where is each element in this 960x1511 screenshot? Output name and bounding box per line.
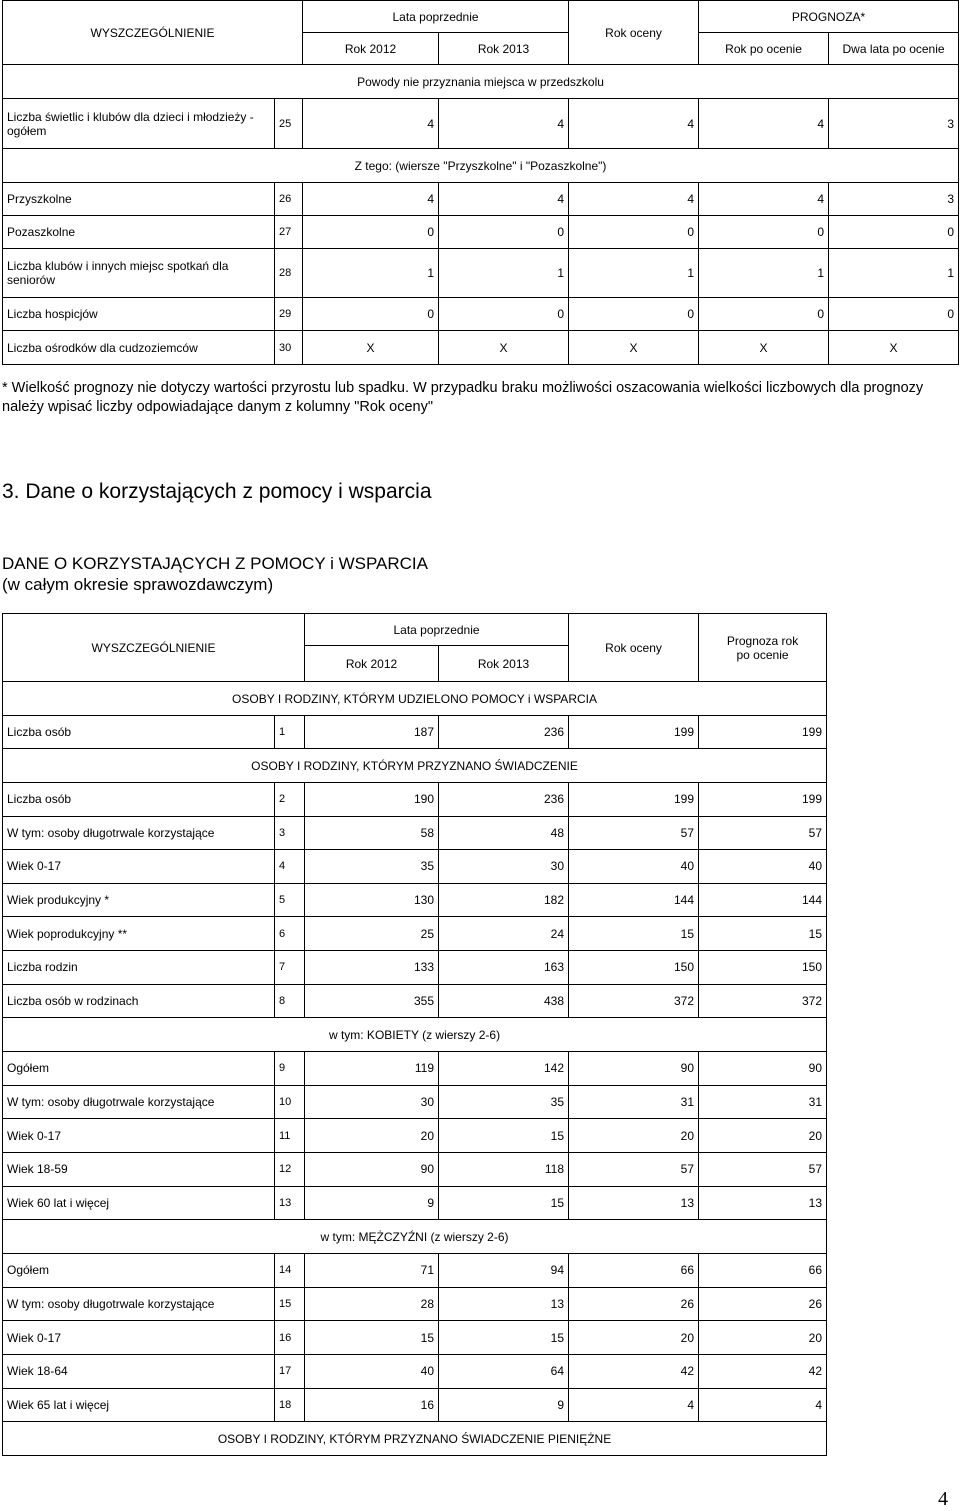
cell-value: 1: [699, 249, 829, 298]
row-label: W tym: osoby długotrwale korzystające: [3, 1085, 275, 1119]
cell-value: 3: [829, 183, 959, 216]
cell-value: 1: [829, 249, 959, 298]
cell-value: 4: [699, 183, 829, 216]
cell-value: 199: [699, 716, 827, 749]
row-lp: 3: [275, 816, 305, 850]
cell-value: 372: [699, 984, 827, 1018]
cell-value: 4: [699, 1388, 827, 1422]
row-label: Liczba rodzin: [3, 950, 275, 984]
cell-value: 15: [569, 917, 699, 951]
row-lp: 9: [275, 1052, 305, 1086]
header-prev-years: Lata poprzednie: [303, 1, 569, 33]
cell-value: X: [829, 331, 959, 365]
cell-value: 30: [439, 850, 569, 884]
table-row: [3, 883, 827, 917]
cell-value: 1: [303, 249, 439, 298]
cell-value: 25: [305, 917, 439, 951]
header-year-2013: Rok 2013: [439, 33, 569, 65]
row-label: Pozaszkolne: [3, 216, 275, 249]
row-label: Liczba ośrodków dla cudzoziemców: [3, 331, 275, 365]
section-title: w tym: MĘŻCZYŹNI (z wierszy 2-6): [3, 1220, 827, 1254]
row-lp: 15: [275, 1287, 305, 1321]
cell-value: 142: [439, 1052, 569, 1086]
cell-value: 0: [699, 298, 829, 331]
cell-value: X: [303, 331, 439, 365]
row-label: Wiek poprodukcyjny **: [3, 917, 275, 951]
table-row: [3, 1287, 827, 1321]
cell-value: 4: [569, 99, 699, 149]
row-label: Przyszkolne: [3, 183, 275, 216]
cell-value: 26: [569, 1287, 699, 1321]
cell-value: 90: [699, 1052, 827, 1086]
cell-value: 1: [569, 249, 699, 298]
header-col-name: WYSZCZEGÓLNIENIE: [3, 1, 303, 65]
header-year-2012: Rok 2012: [303, 33, 439, 65]
cell-value: 90: [569, 1052, 699, 1086]
cell-value: 28: [305, 1287, 439, 1321]
row-lp: 26: [275, 183, 303, 216]
cell-value: 0: [303, 216, 439, 249]
cell-value: 199: [699, 783, 827, 817]
header-year-2012: Rok 2012: [305, 646, 439, 682]
cell-value: 15: [305, 1321, 439, 1355]
row-lp: 1: [275, 716, 305, 749]
cell-value: 16: [305, 1388, 439, 1422]
section-title: Powody nie przyznania miejsca w przedszkolu: [3, 65, 959, 99]
cell-value: 187: [305, 716, 439, 749]
cell-value: 66: [569, 1254, 699, 1288]
cell-value: 372: [569, 984, 699, 1018]
section-title: OSOBY I RODZINY, KTÓRYM PRZYZNANO ŚWIADCZENIE: [3, 749, 827, 783]
section-heading: 3. Dane o korzystających z pomocy i wsparcia: [2, 480, 432, 503]
header-forecast-1: Rok po ocenie: [699, 33, 829, 65]
cell-value: 190: [305, 783, 439, 817]
row-label: Wiek 0-17: [3, 1321, 275, 1355]
cell-value: 15: [439, 1119, 569, 1153]
cell-value: 24: [439, 917, 569, 951]
row-lp: 25: [275, 99, 303, 149]
row-label: Wiek 0-17: [3, 850, 275, 884]
cell-value: 0: [303, 298, 439, 331]
row-lp: 5: [275, 883, 305, 917]
cell-value: 13: [439, 1287, 569, 1321]
row-label: Liczba osób: [3, 783, 275, 817]
header-forecast: PROGNOZA*: [699, 1, 959, 33]
cell-value: 182: [439, 883, 569, 917]
cell-value: 438: [439, 984, 569, 1018]
page-number: 4: [938, 1488, 948, 1510]
subheading-line2: (w całym okresie sprawozdawczym): [2, 575, 274, 594]
table-row: [3, 716, 827, 749]
row-label: Wiek produkcyjny *: [3, 883, 275, 917]
cell-value: 57: [569, 1152, 699, 1186]
cell-value: 15: [439, 1186, 569, 1220]
cell-value: 0: [439, 216, 569, 249]
cell-value: 31: [699, 1085, 827, 1119]
cell-value: 150: [699, 950, 827, 984]
cell-value: 133: [305, 950, 439, 984]
table-row: [3, 99, 959, 149]
cell-value: 236: [439, 783, 569, 817]
row-label: Liczba osób w rodzinach: [3, 984, 275, 1018]
cell-value: 4: [303, 99, 439, 149]
row-label: Wiek 60 lat i więcej: [3, 1186, 275, 1220]
header-forecast: Prognoza rok po ocenie: [699, 614, 827, 682]
cell-value: 9: [305, 1186, 439, 1220]
cell-value: 4: [439, 99, 569, 149]
cell-value: 4: [303, 183, 439, 216]
cell-value: 42: [699, 1354, 827, 1388]
table-row: [3, 917, 827, 951]
cell-value: 30: [305, 1085, 439, 1119]
cell-value: 35: [439, 1085, 569, 1119]
cell-value: X: [569, 331, 699, 365]
header-prev-years: Lata poprzednie: [305, 614, 569, 646]
cell-value: 64: [439, 1354, 569, 1388]
row-lp: 18: [275, 1388, 305, 1422]
row-lp: 27: [275, 216, 303, 249]
cell-value: 15: [699, 917, 827, 951]
cell-value: 0: [569, 216, 699, 249]
row-label: Liczba osób: [3, 716, 275, 749]
cell-value: 35: [305, 850, 439, 884]
table-row: [3, 183, 959, 216]
table-row: [3, 1254, 827, 1288]
row-lp: 16: [275, 1321, 305, 1355]
row-lp: 7: [275, 950, 305, 984]
cell-value: 9: [439, 1388, 569, 1422]
table-facilities: [2, 0, 959, 365]
cell-value: 66: [699, 1254, 827, 1288]
section-title: w tym: KOBIETY (z wierszy 2-6): [3, 1018, 827, 1052]
row-lp: 6: [275, 917, 305, 951]
cell-value: 48: [439, 816, 569, 850]
cell-value: 31: [569, 1085, 699, 1119]
cell-value: X: [699, 331, 829, 365]
cell-value: 40: [569, 850, 699, 884]
row-lp: 10: [275, 1085, 305, 1119]
header-eval-year: Rok oceny: [569, 1, 699, 65]
cell-value: 130: [305, 883, 439, 917]
subheading-line1: DANE O KORZYSTAJĄCYCH Z POMOCY i WSPARCIA: [2, 554, 428, 573]
row-label: Liczba hospicjów: [3, 298, 275, 331]
table-row: [3, 783, 827, 817]
row-label: Liczba klubów i innych miejsc spotkań dla seniorów: [3, 249, 275, 298]
header-col-name: WYSZCZEGÓLNIENIE: [3, 614, 305, 682]
cell-value: 58: [305, 816, 439, 850]
table-row: [3, 1152, 827, 1186]
table-row: [3, 298, 959, 331]
row-lp: 2: [275, 783, 305, 817]
row-lp: 12: [275, 1152, 305, 1186]
row-lp: 13: [275, 1186, 305, 1220]
cell-value: 13: [699, 1186, 827, 1220]
row-label: Ogółem: [3, 1052, 275, 1086]
row-lp: 28: [275, 249, 303, 298]
row-label: Wiek 0-17: [3, 1119, 275, 1153]
cell-value: 20: [305, 1119, 439, 1153]
cell-value: 20: [569, 1321, 699, 1355]
table-row: [3, 850, 827, 884]
row-label: W tym: osoby długotrwale korzystające: [3, 816, 275, 850]
row-lp: 8: [275, 984, 305, 1018]
cell-value: 15: [439, 1321, 569, 1355]
table-row: [3, 816, 827, 850]
cell-value: 13: [569, 1186, 699, 1220]
cell-value: 199: [569, 716, 699, 749]
row-label: Wiek 65 lat i więcej: [3, 1388, 275, 1422]
cell-value: 4: [439, 183, 569, 216]
cell-value: 4: [699, 99, 829, 149]
row-label: Wiek 18-64: [3, 1354, 275, 1388]
row-label: W tym: osoby długotrwale korzystające: [3, 1287, 275, 1321]
header-eval-year: Rok oceny: [569, 614, 699, 682]
table-row: [3, 331, 959, 365]
cell-value: 40: [699, 850, 827, 884]
cell-value: 199: [569, 783, 699, 817]
cell-value: 150: [569, 950, 699, 984]
cell-value: X: [439, 331, 569, 365]
row-label: Liczba świetlic i klubów dla dzieci i młodzieży - ogółem: [3, 99, 275, 149]
cell-value: 0: [829, 298, 959, 331]
table-beneficiaries: [2, 613, 827, 1456]
table-row: [3, 1052, 827, 1086]
cell-value: 42: [569, 1354, 699, 1388]
cell-value: 119: [305, 1052, 439, 1086]
table-row: [3, 1354, 827, 1388]
footnote: * Wielkość prognozy nie dotyczy wartości przyrostu lub spadku. W przypadku braku możliwości oszacowania wielkości liczbowych dla prognozy należy wpisać liczby odpowiadające danym z kolumny "Rok oceny": [2, 380, 924, 415]
cell-value: 71: [305, 1254, 439, 1288]
subheading: [2, 553, 428, 595]
cell-value: 20: [699, 1321, 827, 1355]
table-row: [3, 1085, 827, 1119]
row-lp: 17: [275, 1354, 305, 1388]
section-title: OSOBY I RODZINY, KTÓRYM UDZIELONO POMOCY i WSPARCIA: [3, 682, 827, 716]
row-lp: 30: [275, 331, 303, 365]
header-year-2013: Rok 2013: [439, 646, 569, 682]
cell-value: 236: [439, 716, 569, 749]
table-row: [3, 1119, 827, 1153]
cell-value: 144: [569, 883, 699, 917]
table-row: [3, 1388, 827, 1422]
table-row: [3, 1321, 827, 1355]
section-title: OSOBY I RODZINY, KTÓRYM PRZYZNANO ŚWIADCZENIE PIENIĘŻNE: [3, 1422, 827, 1456]
cell-value: 90: [305, 1152, 439, 1186]
cell-value: 3: [829, 99, 959, 149]
cell-value: 0: [569, 298, 699, 331]
row-label: Wiek 18-59: [3, 1152, 275, 1186]
cell-value: 20: [569, 1119, 699, 1153]
cell-value: 0: [699, 216, 829, 249]
row-lp: 29: [275, 298, 303, 331]
cell-value: 57: [569, 816, 699, 850]
table-row: [3, 950, 827, 984]
cell-value: 355: [305, 984, 439, 1018]
row-lp: 4: [275, 850, 305, 884]
section-title: Z tego: (wiersze "Przyszkolne" i "Pozaszkolne"): [3, 149, 959, 183]
table-row: [3, 1186, 827, 1220]
row-label: Ogółem: [3, 1254, 275, 1288]
cell-value: 20: [699, 1119, 827, 1153]
table-row: [3, 984, 827, 1018]
header-forecast-2: Dwa lata po ocenie: [829, 33, 959, 65]
cell-value: 40: [305, 1354, 439, 1388]
table-row: [3, 216, 959, 249]
cell-value: 4: [569, 1388, 699, 1422]
cell-value: 163: [439, 950, 569, 984]
cell-value: 26: [699, 1287, 827, 1321]
cell-value: 0: [829, 216, 959, 249]
row-lp: 11: [275, 1119, 305, 1153]
cell-value: 144: [699, 883, 827, 917]
cell-value: 4: [569, 183, 699, 216]
cell-value: 0: [439, 298, 569, 331]
row-lp: 14: [275, 1254, 305, 1288]
cell-value: 57: [699, 816, 827, 850]
cell-value: 1: [439, 249, 569, 298]
table-row: [3, 249, 959, 298]
cell-value: 118: [439, 1152, 569, 1186]
cell-value: 94: [439, 1254, 569, 1288]
cell-value: 57: [699, 1152, 827, 1186]
